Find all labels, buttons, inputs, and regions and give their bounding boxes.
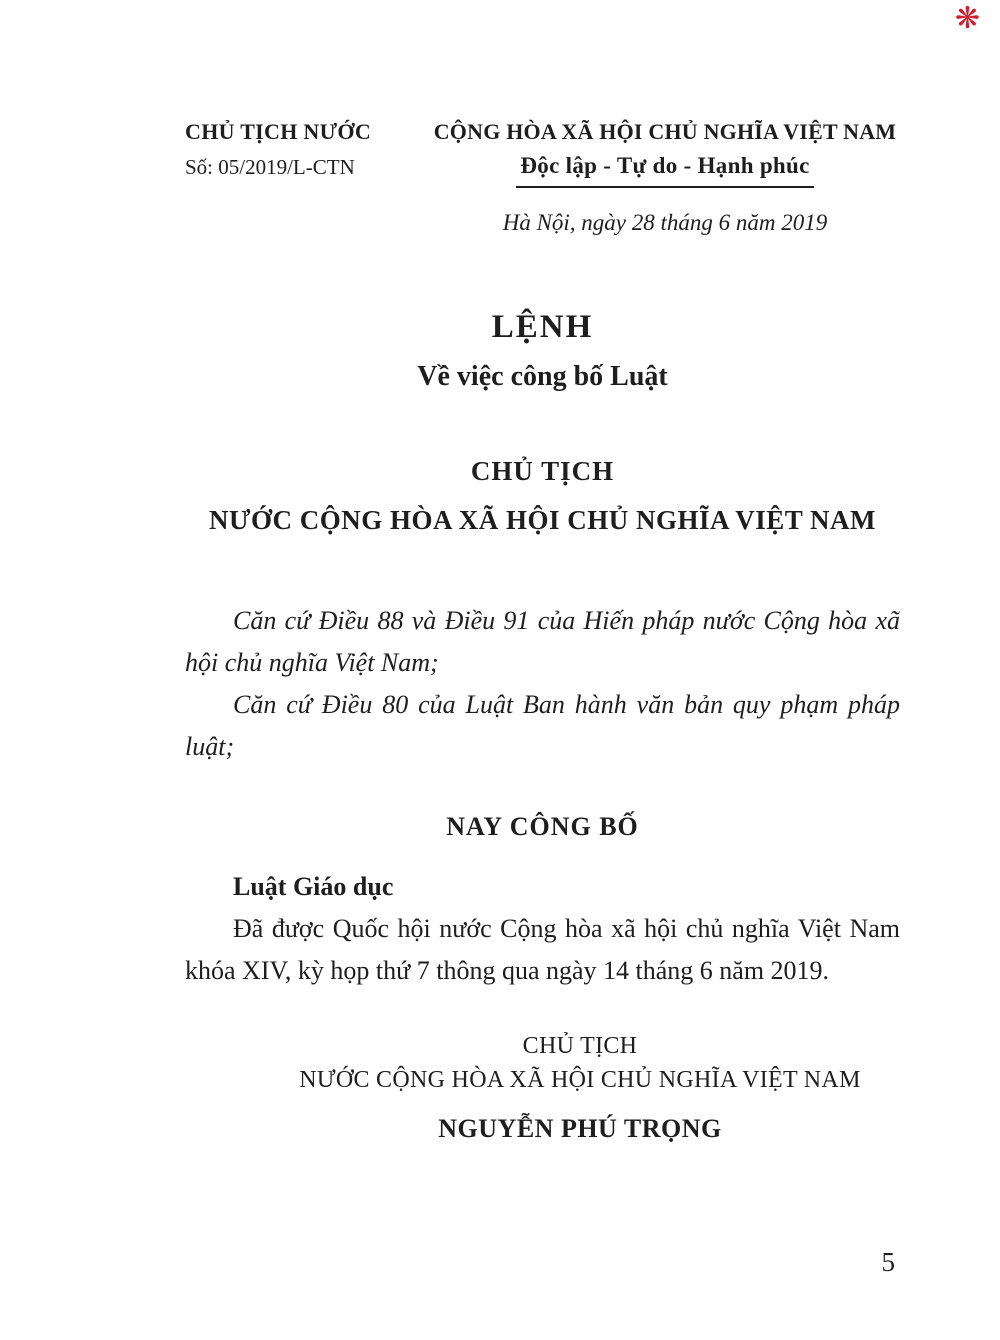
document-subtitle: Về việc công bố Luật [417,361,668,393]
announcement-body: Đã được Quốc hội nước Cộng hòa xã hội chủ nghĩa Việt Nam khóa XIV, kỳ họp thứ 7 thông qua ngày 14 tháng 6 năm 2019. [185,914,900,986]
issuer-title-line-1: CHỦ TỊCH [470,455,615,486]
signer-name: NGUYỄN PHÚ TRỌNG [438,1113,722,1143]
signature-title-line-1: CHỦ TỊCH [522,1033,638,1060]
issuer-title-line-2: NƯỚC CỘNG HÒA XÃ HỘI CHỦ NGHĨA VIỆT NAM [208,504,877,535]
announcement-heading: NAY CÔNG BỐ [446,812,639,842]
country-name: CỘNG HÒA XÃ HỘI CHỦ NGHĨA VIỆT NAM [433,119,897,144]
issuing-authority-name: CHỦ TỊCH NƯỚC [185,119,372,144]
national-motto: Độc lập - Tự do - Hạnh phúc [516,153,813,188]
red-flower-icon: ❋ [954,2,980,35]
page-number: 5 [881,1247,895,1277]
national-header-block [430,118,900,236]
issuing-authority-block [185,118,415,180]
preamble-clause-1: Căn cứ Điều 88 và Điều 91 của Hiến pháp nước Cộng hòa xã hội chủ nghĩa Việt Nam; [185,605,900,677]
document-header [185,118,900,236]
signature-block [260,1030,900,1143]
signature-title-line-2: NƯỚC CỘNG HÒA XÃ HỘI CHỦ NGHĨA VIỆT NAM [299,1066,861,1093]
document-number: Số: 05/2019/L-CTN [185,154,355,179]
preamble [185,600,900,768]
promulgated-law-name: Luật Giáo dục [233,872,394,901]
place-and-date: Hà Nội, ngày 28 tháng 6 năm 2019 [502,209,828,235]
preamble-clause-2: Căn cứ Điều 80 của Luật Ban hành văn bản quy phạm pháp luật; [185,689,900,762]
national-motto-wrap [430,153,900,188]
document-title: LỆNH [491,308,594,345]
